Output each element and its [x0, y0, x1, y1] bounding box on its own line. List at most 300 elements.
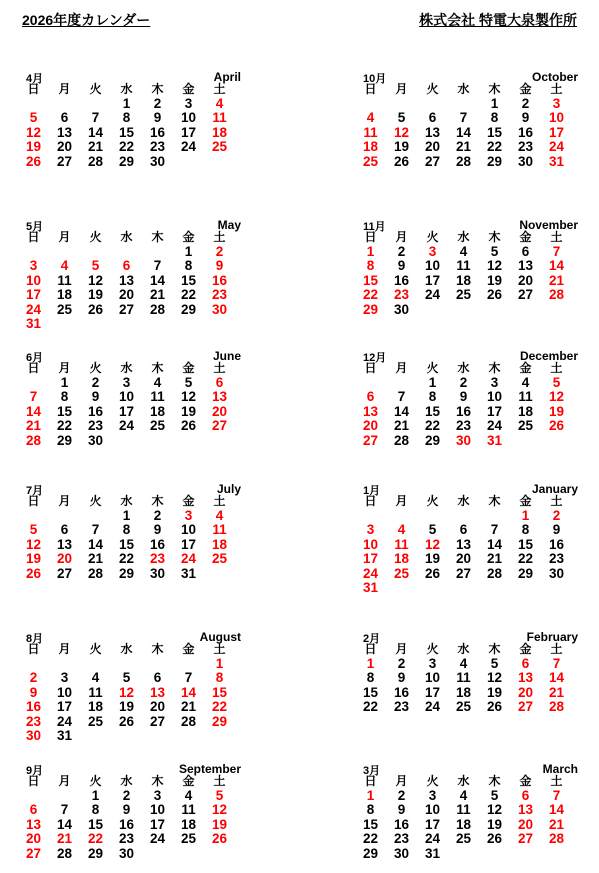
day-cell: 13: [362, 403, 379, 419]
day-cell: 10: [486, 389, 503, 404]
day-cell: 24: [548, 139, 565, 154]
day-cell: 16: [517, 124, 534, 140]
day-cell: 25: [180, 831, 197, 846]
day-cell: 10: [180, 110, 197, 125]
day-cell: 12: [486, 258, 503, 273]
day-cell: 1: [60, 374, 69, 390]
weekday-header: 火: [89, 642, 102, 656]
month-block: [362, 218, 578, 317]
day-cell: 31: [362, 580, 379, 595]
day-cell: 19: [424, 551, 441, 566]
empty-cell: [417, 97, 448, 112]
day-cell: 6: [29, 802, 38, 817]
day-cell: 30: [548, 565, 565, 581]
page-title: 2026年度カレンダー: [22, 12, 151, 28]
month-english-label: January: [531, 482, 578, 496]
month-block: [362, 482, 578, 595]
empty-cell: [386, 509, 417, 524]
month-block: [362, 349, 578, 448]
day-cell: 23: [548, 551, 565, 566]
day-cell: 23: [118, 831, 135, 846]
day-cell: 15: [362, 816, 379, 832]
weekday-header: 金: [182, 361, 195, 375]
day-grid: [355, 642, 580, 715]
day-cell: 29: [517, 565, 534, 581]
weekday-header: 火: [89, 230, 102, 244]
day-cell: 22: [362, 287, 379, 302]
empty-cell: [49, 789, 80, 804]
day-cell: 22: [486, 139, 503, 154]
day-cell: 26: [87, 301, 104, 317]
day-cell: 28: [455, 153, 472, 169]
month-english-label: February: [526, 630, 578, 644]
empty-cell: [80, 245, 111, 260]
day-cell: 13: [517, 802, 534, 817]
day-cell: 26: [25, 565, 42, 581]
day-cell: 11: [212, 522, 227, 537]
day-cell: 20: [362, 418, 379, 433]
day-cell: 5: [490, 787, 499, 803]
day-cell: 17: [424, 684, 441, 700]
day-cell: 20: [118, 287, 135, 302]
weekday-header: 木: [151, 774, 164, 788]
day-cell: 8: [215, 670, 224, 685]
day-cell: 16: [455, 403, 472, 419]
day-cell: 15: [362, 272, 379, 288]
day-cell: 29: [211, 713, 228, 729]
day-cell: 12: [393, 124, 410, 140]
day-cell: 15: [118, 536, 135, 552]
day-cell: 19: [486, 272, 503, 288]
day-cell: 10: [424, 802, 441, 817]
weekday-header: 土: [550, 642, 563, 656]
day-cell: 9: [397, 258, 406, 273]
month-label: 7月: [26, 485, 44, 497]
day-cell: 2: [397, 787, 406, 803]
month-english-label: July: [216, 482, 241, 496]
day-cell: 2: [122, 787, 131, 803]
weekday-header: 水: [457, 230, 470, 244]
weekday-header: 火: [89, 494, 102, 508]
day-cell: 23: [149, 139, 166, 154]
weekday-header: 土: [213, 82, 226, 96]
day-cell: 22: [362, 831, 379, 846]
weekday-header: 日: [364, 642, 377, 656]
day-cell: 4: [215, 95, 224, 111]
day-cell: 14: [149, 272, 166, 288]
day-grid: [355, 82, 580, 169]
day-cell: 20: [56, 551, 73, 566]
day-cell: 21: [393, 418, 410, 433]
day-cell: 13: [424, 124, 441, 140]
month-english-label: August: [199, 630, 241, 644]
month-label: 10月: [363, 73, 387, 85]
month-english-label: September: [178, 762, 241, 776]
weekday-header: 土: [550, 494, 563, 508]
day-cell: 3: [428, 655, 437, 671]
day-cell: 20: [25, 831, 42, 846]
day-cell: 22: [56, 418, 73, 433]
day-cell: 21: [56, 831, 73, 846]
empty-cell: [18, 657, 49, 672]
day-cell: 5: [122, 670, 131, 685]
weekday-header: 月: [58, 361, 71, 375]
day-cell: 3: [60, 670, 69, 685]
month-label: 2月: [363, 633, 381, 645]
day-cell: 21: [87, 139, 104, 154]
weekday-header: 水: [120, 82, 133, 96]
day-cell: 8: [521, 522, 530, 537]
day-cell: 3: [29, 258, 38, 273]
weekday-header: 月: [58, 230, 71, 244]
weekday-header: 水: [120, 494, 133, 508]
day-cell: 1: [122, 95, 131, 111]
day-cell: 4: [521, 374, 530, 390]
day-cell: 19: [486, 816, 503, 832]
weekday-header: 月: [58, 774, 71, 788]
weekday-header: 月: [58, 494, 71, 508]
day-cell: 7: [490, 522, 499, 537]
month-block: [25, 482, 241, 581]
day-cell: 23: [455, 418, 472, 433]
day-cell: 12: [118, 684, 135, 700]
day-cell: 12: [180, 389, 197, 404]
day-cell: 11: [518, 389, 533, 404]
day-cell: 3: [428, 787, 437, 803]
day-cell: 30: [517, 153, 534, 169]
day-cell: 14: [548, 802, 565, 817]
day-cell: 23: [517, 139, 534, 154]
day-cell: 20: [455, 551, 472, 566]
day-cell: 15: [118, 124, 135, 140]
empty-cell: [49, 509, 80, 524]
day-cell: 13: [455, 536, 472, 552]
empty-cell: [142, 657, 173, 672]
day-cell: 20: [517, 272, 534, 288]
weekday-header: 土: [213, 774, 226, 788]
weekday-header: 火: [89, 361, 102, 375]
day-cell: 26: [486, 699, 503, 714]
weekday-header: 土: [550, 82, 563, 96]
day-cell: 13: [25, 816, 42, 832]
weekday-header: 土: [550, 230, 563, 244]
empty-cell: [18, 509, 49, 524]
month-block: [362, 70, 578, 169]
day-cell: 6: [122, 258, 131, 273]
day-cell: 24: [486, 418, 503, 433]
day-cell: 29: [87, 845, 104, 861]
day-cell: 22: [211, 699, 228, 714]
day-cell: 29: [424, 432, 441, 448]
month-label: 8月: [26, 633, 44, 645]
day-cell: 16: [393, 272, 410, 288]
day-cell: 13: [118, 272, 135, 288]
day-cell: 15: [56, 403, 73, 419]
day-cell: 4: [60, 258, 69, 273]
day-cell: 21: [149, 287, 166, 302]
day-cell: 24: [118, 418, 135, 433]
day-cell: 4: [459, 655, 468, 671]
day-cell: 27: [149, 713, 166, 729]
day-cell: 30: [393, 301, 410, 317]
day-cell: 19: [118, 699, 135, 714]
weekday-header: 火: [426, 494, 439, 508]
weekday-header: 日: [364, 494, 377, 508]
day-cell: 19: [486, 684, 503, 700]
weekday-header: 木: [488, 361, 501, 375]
day-cell: 2: [91, 374, 100, 390]
day-cell: 29: [180, 301, 197, 317]
day-cell: 26: [548, 418, 565, 433]
day-cell: 16: [211, 272, 228, 288]
day-cell: 7: [184, 670, 193, 685]
day-cell: 20: [149, 699, 166, 714]
day-cell: 28: [87, 153, 104, 169]
day-cell: 1: [91, 787, 100, 803]
weekday-header: 水: [120, 642, 133, 656]
day-cell: 1: [521, 507, 530, 523]
empty-cell: [111, 657, 142, 672]
day-cell: 20: [517, 816, 534, 832]
day-cell: 4: [459, 243, 468, 259]
day-cell: 26: [424, 565, 441, 581]
weekday-header: 木: [488, 642, 501, 656]
day-cell: 25: [455, 831, 472, 846]
weekday-header: 火: [426, 230, 439, 244]
weekday-header: 月: [395, 230, 408, 244]
day-cell: 23: [87, 418, 104, 433]
day-cell: 4: [459, 787, 468, 803]
day-cell: 20: [424, 139, 441, 154]
weekday-header: 金: [182, 230, 195, 244]
weekday-header: 日: [364, 230, 377, 244]
day-cell: 21: [486, 551, 503, 566]
day-cell: 10: [424, 258, 441, 273]
day-cell: 1: [366, 243, 375, 259]
day-cell: 5: [490, 655, 499, 671]
day-cell: 14: [486, 536, 503, 552]
day-cell: 29: [362, 301, 379, 317]
weekday-header: 木: [488, 494, 501, 508]
day-cell: 21: [548, 272, 565, 288]
weekday-header: 水: [457, 82, 470, 96]
day-cell: 27: [25, 845, 42, 861]
day-cell: 18: [149, 403, 166, 419]
weekday-header: 火: [426, 361, 439, 375]
day-cell: 17: [362, 551, 379, 566]
month-block: [25, 762, 241, 861]
day-cell: 27: [362, 432, 379, 448]
day-cell: 17: [149, 816, 166, 832]
day-cell: 20: [56, 139, 73, 154]
day-cell: 12: [548, 389, 565, 404]
day-cell: 13: [517, 258, 534, 273]
day-cell: 19: [211, 816, 228, 832]
day-cell: 31: [486, 432, 503, 448]
day-cell: 25: [517, 418, 534, 433]
day-cell: 6: [60, 110, 69, 125]
weekday-header: 月: [58, 642, 71, 656]
day-cell: 25: [211, 551, 228, 566]
weekday-header: 日: [27, 774, 40, 788]
day-cell: 19: [180, 403, 197, 419]
weekday-header: 月: [395, 82, 408, 96]
month-label: 1月: [363, 485, 381, 497]
day-cell: 15: [211, 684, 228, 700]
day-cell: 13: [149, 684, 166, 700]
day-cell: 18: [211, 124, 228, 140]
day-cell: 25: [362, 153, 379, 169]
weekday-header: 水: [457, 361, 470, 375]
day-cell: 16: [25, 699, 42, 714]
empty-cell: [49, 245, 80, 260]
day-cell: 30: [118, 845, 135, 861]
weekday-header: 金: [182, 642, 195, 656]
day-cell: 8: [184, 258, 193, 273]
day-cell: 30: [211, 301, 228, 317]
day-cell: 17: [424, 816, 441, 832]
day-cell: 11: [456, 670, 471, 685]
weekday-header: 火: [89, 82, 102, 96]
day-cell: 8: [490, 110, 499, 125]
day-cell: 20: [211, 403, 228, 419]
day-cell: 15: [424, 403, 441, 419]
day-cell: 26: [486, 831, 503, 846]
day-cell: 10: [118, 389, 135, 404]
day-cell: 12: [424, 536, 441, 552]
day-cell: 11: [456, 258, 471, 273]
weekday-header: 土: [550, 361, 563, 375]
day-cell: 3: [122, 374, 131, 390]
day-cell: 25: [149, 418, 166, 433]
day-cell: 15: [362, 684, 379, 700]
day-cell: 4: [215, 507, 224, 523]
day-grid: [18, 230, 243, 332]
day-cell: 17: [25, 287, 42, 302]
month-label: 12月: [363, 352, 387, 364]
day-cell: 24: [424, 287, 441, 302]
day-cell: 7: [552, 243, 561, 259]
day-cell: 9: [153, 522, 162, 537]
day-cell: 27: [118, 301, 135, 317]
weekday-header: 日: [27, 642, 40, 656]
day-grid: [18, 494, 243, 581]
day-cell: 25: [56, 301, 73, 317]
day-cell: 25: [87, 713, 104, 729]
day-cell: 26: [25, 153, 42, 169]
day-cell: 10: [25, 272, 42, 288]
day-cell: 19: [393, 139, 410, 154]
empty-cell: [80, 97, 111, 112]
month-english-label: May: [217, 218, 241, 232]
day-cell: 16: [548, 536, 565, 552]
month-label: 4月: [26, 73, 44, 85]
day-cell: 2: [153, 95, 162, 111]
month-label: 6月: [26, 352, 44, 364]
day-cell: 26: [118, 713, 135, 729]
day-cell: 3: [184, 95, 193, 111]
month-english-label: October: [531, 70, 578, 84]
day-cell: 18: [56, 287, 73, 302]
day-cell: 21: [180, 699, 197, 714]
empty-cell: [355, 376, 386, 391]
day-cell: 6: [60, 522, 69, 537]
weekday-header: 日: [27, 361, 40, 375]
day-cell: 31: [56, 728, 73, 743]
day-cell: 27: [517, 287, 534, 302]
day-cell: 13: [517, 670, 534, 685]
day-cell: 5: [29, 110, 38, 125]
day-cell: 9: [521, 110, 530, 125]
day-cell: 14: [393, 403, 410, 419]
day-cell: 28: [548, 287, 565, 302]
day-cell: 8: [366, 670, 375, 685]
day-cell: 25: [393, 565, 410, 581]
day-cell: 7: [91, 522, 100, 537]
weekday-header: 日: [364, 361, 377, 375]
day-cell: 13: [56, 536, 73, 552]
month-english-label: December: [519, 349, 578, 363]
weekday-header: 月: [395, 494, 408, 508]
day-cell: 28: [548, 831, 565, 846]
day-cell: 24: [149, 831, 166, 846]
day-cell: 14: [25, 403, 42, 419]
month-english-label: April: [213, 70, 241, 84]
day-cell: 7: [552, 787, 561, 803]
month-block: [25, 349, 241, 448]
day-cell: 11: [88, 684, 103, 700]
day-cell: 22: [517, 551, 534, 566]
day-cell: 29: [118, 565, 135, 581]
day-cell: 18: [455, 272, 472, 288]
day-cell: 9: [122, 802, 131, 817]
day-cell: 24: [56, 713, 73, 729]
day-cell: 11: [363, 124, 378, 140]
day-cell: 29: [362, 845, 379, 861]
day-cell: 10: [149, 802, 166, 817]
day-cell: 24: [25, 301, 42, 317]
day-cell: 28: [149, 301, 166, 317]
day-cell: 18: [517, 403, 534, 419]
day-cell: 26: [211, 831, 228, 846]
day-cell: 8: [428, 389, 437, 404]
day-cell: 26: [486, 287, 503, 302]
empty-cell: [18, 97, 49, 112]
day-cell: 13: [56, 124, 73, 140]
month-block: [363, 630, 578, 725]
day-cell: 1: [122, 507, 131, 523]
day-cell: 18: [455, 684, 472, 700]
day-cell: 7: [397, 389, 406, 404]
weekday-header: 木: [151, 230, 164, 244]
day-cell: 10: [180, 522, 197, 537]
day-cell: 9: [397, 670, 406, 685]
empty-cell: [386, 376, 417, 391]
weekday-header: 土: [213, 642, 226, 656]
weekday-header: 火: [426, 774, 439, 788]
day-cell: 25: [455, 699, 472, 714]
empty-cell: [142, 245, 173, 260]
day-cell: 5: [490, 243, 499, 259]
day-cell: 9: [215, 258, 224, 273]
day-cell: 6: [366, 389, 375, 404]
weekday-header: 水: [120, 361, 133, 375]
day-cell: 21: [25, 418, 42, 433]
day-grid: [18, 774, 243, 861]
day-cell: 1: [215, 655, 224, 671]
day-cell: 18: [362, 139, 379, 154]
day-cell: 8: [366, 802, 375, 817]
